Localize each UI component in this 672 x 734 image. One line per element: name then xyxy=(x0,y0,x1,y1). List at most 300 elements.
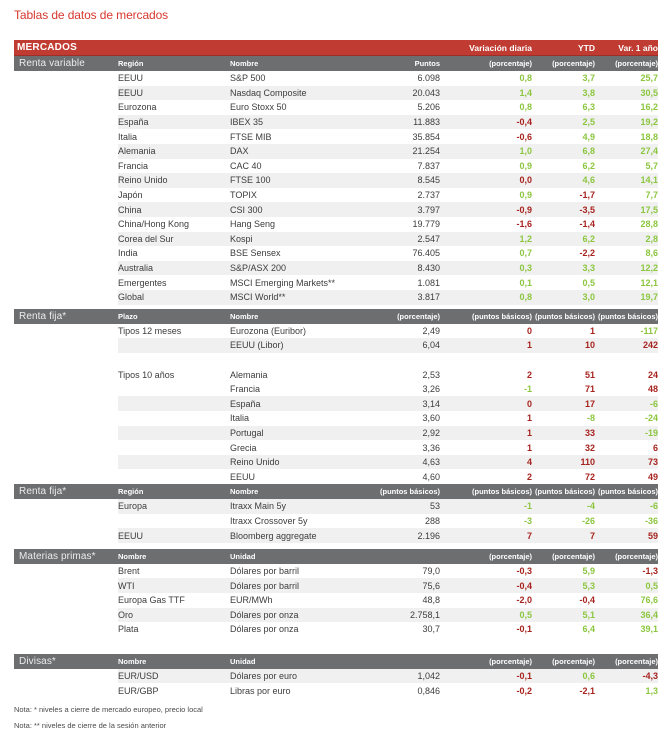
row-value-cell: 2.547 xyxy=(417,233,440,244)
ytd-change-cell: 51 xyxy=(584,369,595,380)
row-label-cell: Japón xyxy=(118,190,143,201)
row-label-cell: Reino Unido xyxy=(118,175,168,186)
section-col-header: Puntos xyxy=(414,59,440,68)
row-cells xyxy=(118,440,658,455)
row-cells xyxy=(118,683,658,698)
row-name-cell: EUR/MWh xyxy=(230,595,273,606)
table-row xyxy=(14,173,658,188)
row-cells xyxy=(118,622,658,637)
ytd-change-cell: 3,3 xyxy=(582,263,595,274)
row-label-cell: India xyxy=(118,248,138,259)
row-value-cell: 3,60 xyxy=(422,413,440,424)
daily-change-cell: 1,0 xyxy=(519,146,532,157)
table-row xyxy=(14,622,658,637)
daily-change-cell: -0,6 xyxy=(516,131,532,142)
yoy-change-cell: 27,4 xyxy=(640,146,658,157)
row-name-cell: Dólares por barril xyxy=(230,580,300,591)
yoy-change-cell: -4,3 xyxy=(642,671,658,682)
table-row xyxy=(14,353,658,368)
table-row xyxy=(14,367,658,382)
section-col-header: (porcentaje) xyxy=(552,551,595,561)
row-value-cell: 1,042 xyxy=(417,671,440,682)
table-row xyxy=(14,499,658,514)
yoy-change-cell: 242 xyxy=(642,340,658,351)
daily-change-cell: -0,1 xyxy=(516,671,532,682)
row-left-spacer xyxy=(14,578,118,593)
table-row xyxy=(14,411,658,426)
table-row xyxy=(14,683,658,698)
row-cells xyxy=(118,144,658,159)
yoy-change-cell: 49 xyxy=(647,471,658,482)
row-left-spacer xyxy=(14,129,118,144)
row-label-cell: Australia xyxy=(118,263,154,274)
row-cells xyxy=(118,261,658,276)
row-left-spacer xyxy=(14,683,118,698)
section-col-header: (puntos básicos) xyxy=(379,487,440,497)
ytd-change-cell: 10 xyxy=(584,340,595,351)
row-left-spacer xyxy=(14,593,118,608)
ytd-change-cell: -3,5 xyxy=(579,204,595,215)
row-cells xyxy=(118,202,658,217)
row-value-cell: 79,0 xyxy=(422,566,440,577)
table-row xyxy=(14,217,658,232)
row-value-cell: 5.206 xyxy=(417,102,440,113)
row-left-spacer xyxy=(14,440,118,455)
section-col-header: (porcentaje) xyxy=(552,656,595,666)
daily-change-cell: 0,8 xyxy=(519,102,532,113)
section-title: Renta fija* xyxy=(19,486,67,498)
table-row xyxy=(14,232,658,247)
page-title: Tablas de datos de mercados xyxy=(14,8,169,22)
row-name-cell: Grecia xyxy=(230,442,257,453)
row-value-cell: 8.545 xyxy=(417,175,440,186)
yoy-change-cell: -24 xyxy=(644,413,658,424)
yoy-change-cell: -36 xyxy=(644,515,658,526)
row-cells xyxy=(118,275,658,290)
row-value-cell: 3.817 xyxy=(417,292,440,303)
ytd-change-cell: 3,0 xyxy=(582,292,595,303)
ytd-change-cell: 5,9 xyxy=(582,566,595,577)
ytd-change-cell: 5,3 xyxy=(582,580,595,591)
row-left-spacer xyxy=(14,71,118,86)
section-col-header: (puntos básicos) xyxy=(471,311,532,321)
row-value-cell: 2,53 xyxy=(422,369,440,380)
daily-change-cell: -1 xyxy=(523,384,532,395)
daily-change-cell: -1 xyxy=(523,501,532,512)
yoy-change-cell: -6 xyxy=(649,398,658,409)
section-col-header: Nombre xyxy=(118,551,147,561)
row-label-cell: Italia xyxy=(118,131,138,142)
row-name-cell: FTSE MIB xyxy=(230,131,272,142)
row-cells xyxy=(118,115,658,130)
daily-change-cell: 4 xyxy=(526,457,532,468)
row-value-cell: 2.758,1 xyxy=(409,609,440,620)
yoy-change-cell: 39,1 xyxy=(640,624,658,635)
row-name-cell: España xyxy=(230,398,261,409)
row-left-spacer xyxy=(14,86,118,101)
table-row xyxy=(14,324,658,339)
row-left-spacer xyxy=(14,290,118,305)
row-left-spacer xyxy=(14,261,118,276)
row-left-spacer xyxy=(14,564,118,579)
daily-change-cell: 0,1 xyxy=(519,277,532,288)
row-cells xyxy=(118,578,658,593)
row-left-spacer xyxy=(14,669,118,684)
daily-change-cell: 0,5 xyxy=(519,609,532,620)
row-label-cell: EEUU xyxy=(118,87,144,98)
row-left-spacer xyxy=(14,622,118,637)
ytd-change-cell: 0,5 xyxy=(582,277,595,288)
row-left-spacer xyxy=(14,338,118,353)
row-left-spacer xyxy=(14,100,118,115)
row-name-cell: CAC 40 xyxy=(230,160,262,171)
ytd-change-cell: 32 xyxy=(584,442,595,453)
row-left-spacer xyxy=(14,144,118,159)
row-name-cell: Dólares por onza xyxy=(230,624,299,635)
yoy-change-cell: 16,2 xyxy=(640,102,658,113)
footnotes xyxy=(14,702,658,734)
table-row xyxy=(14,290,658,305)
ytd-change-cell: 3,8 xyxy=(582,87,595,98)
row-value-cell: 19.779 xyxy=(412,219,440,230)
table-row xyxy=(14,159,658,174)
section-col-header: (puntos básicos) xyxy=(597,311,658,321)
row-name-cell: Hang Seng xyxy=(230,219,276,230)
section-col-header: Nombre xyxy=(230,59,259,68)
section-col-header: (puntos básicos) xyxy=(471,487,532,497)
row-cells xyxy=(118,608,658,623)
section-col-header: (porcentaje) xyxy=(615,656,658,666)
section-col-header: (porcentaje) xyxy=(397,311,440,321)
yoy-change-cell: -19 xyxy=(644,427,658,438)
table-row xyxy=(14,144,658,159)
section-col-header: Nombre xyxy=(230,487,259,497)
table-row xyxy=(14,71,658,86)
row-name-cell: TOPIX xyxy=(230,190,257,201)
daily-change-cell: 0 xyxy=(526,325,532,336)
table-row xyxy=(14,275,658,290)
section-header-renta-fija-tipos xyxy=(14,309,658,324)
row-cells xyxy=(118,669,658,684)
section-title: Divisas* xyxy=(19,655,56,667)
daily-change-cell: 2 xyxy=(526,369,532,380)
row-value-cell: 30,7 xyxy=(422,624,440,635)
daily-change-cell: 0,8 xyxy=(519,73,532,84)
row-name-cell: EEUU xyxy=(230,471,256,482)
row-left-spacer xyxy=(14,115,118,130)
section-col-header: (porcentaje) xyxy=(489,59,532,68)
row-name-cell: Portugal xyxy=(230,427,264,438)
section-col-header: (puntos básicos) xyxy=(534,487,595,497)
row-value-cell: 21.254 xyxy=(412,146,440,157)
table-row xyxy=(14,129,658,144)
row-label-cell: Europa Gas TTF xyxy=(118,595,185,606)
yoy-change-cell: 24 xyxy=(647,369,658,380)
section-header-divisas xyxy=(14,654,658,669)
markets-header-bar xyxy=(14,40,658,56)
row-cells xyxy=(118,324,658,339)
row-cells xyxy=(118,564,658,579)
daily-change-cell: -2,0 xyxy=(516,595,532,606)
row-name-cell: FTSE 100 xyxy=(230,175,271,186)
ytd-change-cell: 6,3 xyxy=(582,102,595,113)
section-col-header: Plazo xyxy=(118,311,138,321)
row-cells xyxy=(118,455,658,470)
table-row xyxy=(14,426,658,441)
yoy-change-cell: 28,8 xyxy=(640,219,658,230)
row-label-cell: EEUU xyxy=(118,530,144,541)
section-title: Renta fija* xyxy=(19,310,67,322)
row-cells xyxy=(118,86,658,101)
row-value-cell: 4,63 xyxy=(422,457,440,468)
yoy-change-cell: 59 xyxy=(647,530,658,541)
daily-change-cell: -0,9 xyxy=(516,204,532,215)
table-row xyxy=(14,528,658,543)
section-header-renta-fija-credito xyxy=(14,484,658,499)
yoy-change-cell: 25,7 xyxy=(640,73,658,84)
section-col-header: Región xyxy=(118,487,144,497)
table-row xyxy=(14,188,658,203)
row-cells xyxy=(118,469,658,484)
ytd-change-cell: 2,5 xyxy=(582,117,595,128)
ytd-change-cell: -26 xyxy=(581,515,595,526)
section-title: Materias primas* xyxy=(19,550,96,562)
row-label-cell: Brent xyxy=(118,566,140,577)
markets-header-title: MERCADOS xyxy=(17,42,77,53)
row-value-cell: 3.797 xyxy=(417,204,440,215)
daily-change-cell: 1,2 xyxy=(519,233,532,244)
row-value-cell: 2,92 xyxy=(422,427,440,438)
row-label-cell: China xyxy=(118,204,142,215)
row-label-cell: Tipos 10 años xyxy=(118,369,175,380)
row-name-cell: EEUU (Libor) xyxy=(230,340,284,351)
row-value-cell: 20.043 xyxy=(412,87,440,98)
daily-change-cell: 1 xyxy=(526,340,532,351)
daily-change-cell: 0,9 xyxy=(519,160,532,171)
ytd-change-cell: 6,2 xyxy=(582,233,595,244)
row-name-cell: Francia xyxy=(230,384,261,395)
ytd-change-cell: 1 xyxy=(589,325,595,336)
row-name-cell: Itraxx Crossover 5y xyxy=(230,515,308,526)
row-left-spacer xyxy=(14,608,118,623)
ytd-change-cell: 17 xyxy=(584,398,595,409)
ytd-change-cell: 71 xyxy=(584,384,595,395)
row-cells xyxy=(118,129,658,144)
yoy-change-cell: 5,7 xyxy=(645,160,658,171)
row-value-cell: 3,26 xyxy=(422,384,440,395)
row-label-cell: Francia xyxy=(118,160,149,171)
section-col-header: (porcentaje) xyxy=(615,551,658,561)
row-cells xyxy=(118,593,658,608)
row-left-spacer xyxy=(14,426,118,441)
row-value-cell: 2,49 xyxy=(422,325,440,336)
row-left-spacer xyxy=(14,324,118,339)
row-left-spacer xyxy=(14,499,118,514)
table-row xyxy=(14,382,658,397)
row-name-cell: MSCI World** xyxy=(230,292,286,303)
ytd-change-cell: -4 xyxy=(586,501,595,512)
daily-change-cell: 0,7 xyxy=(519,248,532,259)
row-cells xyxy=(118,217,658,232)
section-col-header: (porcentaje) xyxy=(489,551,532,561)
daily-change-cell: 0,9 xyxy=(519,190,532,201)
section-col-header: (porcentaje) xyxy=(552,59,595,68)
section-col-header: (puntos básicos) xyxy=(597,487,658,497)
row-name-cell: Nasdaq Composite xyxy=(230,87,307,98)
row-value-cell: 3,14 xyxy=(422,398,440,409)
ytd-change-cell: -2,2 xyxy=(579,248,595,259)
table-row xyxy=(14,396,658,411)
table-row xyxy=(14,115,658,130)
row-name-cell: S&P/ASX 200 xyxy=(230,263,287,274)
row-label-cell: China/Hong Kong xyxy=(118,219,190,230)
row-left-spacer xyxy=(14,246,118,261)
section-gap xyxy=(14,637,658,654)
row-cells xyxy=(118,396,658,411)
row-cells xyxy=(118,514,658,529)
table-row xyxy=(14,593,658,608)
row-left-spacer xyxy=(14,232,118,247)
row-label-cell: EUR/USD xyxy=(118,671,159,682)
section-header-renta-variable xyxy=(14,56,658,71)
row-value-cell: 53 xyxy=(429,501,440,512)
row-name-cell: Dólares por barril xyxy=(230,566,300,577)
row-value-cell: 3,36 xyxy=(422,442,440,453)
row-value-cell: 288 xyxy=(424,515,440,526)
row-label-cell: Emergentes xyxy=(118,277,167,288)
section-col-header: Unidad xyxy=(230,551,256,561)
row-value-cell: 2.196 xyxy=(417,530,440,541)
daily-change-cell: -3 xyxy=(523,515,532,526)
yoy-change-cell: 1,3 xyxy=(645,685,658,696)
yoy-change-cell: 2,8 xyxy=(645,233,658,244)
footnote-local-close: Nota: * niveles a cierre de mercado europeo, precio local xyxy=(14,704,203,714)
daily-change-cell: 1 xyxy=(526,427,532,438)
table-row xyxy=(14,86,658,101)
row-name-cell: S&P 500 xyxy=(230,73,266,84)
row-cells xyxy=(118,411,658,426)
daily-change-cell: -0,1 xyxy=(516,624,532,635)
ytd-change-cell: -8 xyxy=(586,413,595,424)
daily-change-cell: 2 xyxy=(526,471,532,482)
row-left-spacer xyxy=(14,514,118,529)
section-col-header: (porcentaje) xyxy=(489,656,532,666)
row-cells xyxy=(118,246,658,261)
row-cells xyxy=(118,290,658,305)
yoy-change-cell: -6 xyxy=(649,501,658,512)
col-header-daily-change: Variación diaria xyxy=(469,42,532,53)
ytd-change-cell: 0,6 xyxy=(582,671,595,682)
row-name-cell: Alemania xyxy=(230,369,268,380)
row-name-cell: DAX xyxy=(230,146,249,157)
row-name-cell: Italia xyxy=(230,413,250,424)
row-left-spacer xyxy=(14,528,118,543)
row-cells xyxy=(118,528,658,543)
row-label-cell: Global xyxy=(118,292,145,303)
row-left-spacer xyxy=(14,396,118,411)
table-row xyxy=(14,578,658,593)
daily-change-cell: 0,8 xyxy=(519,292,532,303)
daily-change-cell: 1,4 xyxy=(519,87,532,98)
row-left-spacer xyxy=(14,202,118,217)
ytd-change-cell: 72 xyxy=(584,471,595,482)
table-row xyxy=(14,514,658,529)
row-left-spacer xyxy=(14,217,118,232)
daily-change-cell: 1 xyxy=(526,413,532,424)
section-col-header: Unidad xyxy=(230,656,256,666)
row-name-cell: BSE Sensex xyxy=(230,248,281,259)
yoy-change-cell: 19,2 xyxy=(640,117,658,128)
row-cells xyxy=(118,71,658,86)
row-cells xyxy=(118,382,658,397)
row-value-cell: 76.405 xyxy=(412,248,440,259)
daily-change-cell: 0 xyxy=(526,398,532,409)
ytd-change-cell: -0,4 xyxy=(579,595,595,606)
yoy-change-cell: 30,5 xyxy=(640,87,658,98)
daily-change-cell: 7 xyxy=(526,530,532,541)
row-name-cell: Eurozona (Euribor) xyxy=(230,325,307,336)
row-name-cell: Bloomberg aggregate xyxy=(230,530,317,541)
row-left-spacer xyxy=(14,367,118,382)
row-name-cell: Libras por euro xyxy=(230,685,291,696)
ytd-change-cell: 4,6 xyxy=(582,175,595,186)
table-row xyxy=(14,246,658,261)
table-row xyxy=(14,669,658,684)
table-row xyxy=(14,469,658,484)
yoy-change-cell: -1,3 xyxy=(642,566,658,577)
table-row xyxy=(14,564,658,579)
row-value-cell: 6,04 xyxy=(422,340,440,351)
table-row xyxy=(14,455,658,470)
markets-table xyxy=(14,40,658,698)
row-cells xyxy=(118,159,658,174)
row-value-cell: 48,8 xyxy=(422,595,440,606)
section-col-header: Nombre xyxy=(118,656,147,666)
row-name-cell: CSI 300 xyxy=(230,204,263,215)
table-row xyxy=(14,100,658,115)
row-name-cell: Kospi xyxy=(230,233,253,244)
row-value-cell: 2.737 xyxy=(417,190,440,201)
daily-change-cell: 1 xyxy=(526,442,532,453)
yoy-change-cell: 12,2 xyxy=(640,263,658,274)
row-label-cell: España xyxy=(118,117,149,128)
yoy-change-cell: 73 xyxy=(647,457,658,468)
yoy-change-cell: 18,8 xyxy=(640,131,658,142)
row-left-spacer xyxy=(14,173,118,188)
ytd-change-cell: 4,9 xyxy=(582,131,595,142)
row-label-cell: Plata xyxy=(118,624,139,635)
yoy-change-cell: 19,7 xyxy=(640,292,658,303)
row-name-cell: Itraxx Main 5y xyxy=(230,501,287,512)
section-col-header: (puntos básicos) xyxy=(534,311,595,321)
table-row xyxy=(14,608,658,623)
row-cells xyxy=(118,100,658,115)
section-header-materias-primas xyxy=(14,549,658,564)
footnote-previous-session: Nota: ** niveles de cierre de la sesión anterior xyxy=(14,720,167,730)
row-value-cell: 1.081 xyxy=(417,277,440,288)
row-left-spacer xyxy=(14,382,118,397)
row-name-cell: Euro Stoxx 50 xyxy=(230,102,287,113)
daily-change-cell: -0,3 xyxy=(516,566,532,577)
row-name-cell: IBEX 35 xyxy=(230,117,264,128)
row-label-cell: EEUU xyxy=(118,73,144,84)
row-label-cell: Alemania xyxy=(118,146,156,157)
row-left-spacer xyxy=(14,275,118,290)
row-label-cell: WTI xyxy=(118,580,135,591)
daily-change-cell: 0,3 xyxy=(519,263,532,274)
section-col-header: (porcentaje) xyxy=(615,59,658,68)
row-left-spacer xyxy=(14,411,118,426)
